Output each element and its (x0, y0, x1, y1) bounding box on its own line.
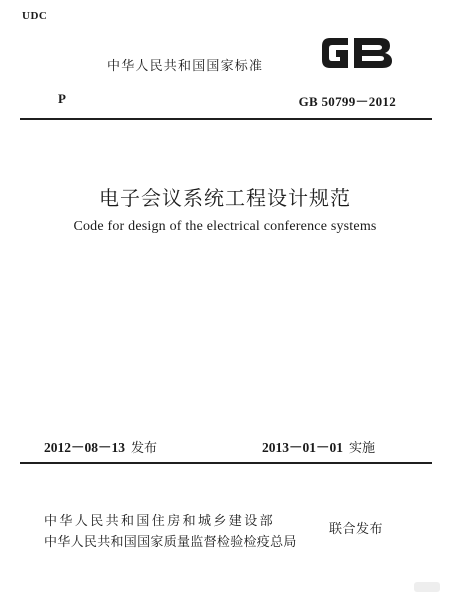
top-divider (20, 118, 432, 120)
implementation-date: 2013－01－01 (262, 440, 343, 455)
publisher-ministry: 中华人民共和国住房和城乡建设部 (44, 514, 276, 529)
publisher-aqsiq: 中华人民共和国国家质量监督检验检疫总局 (44, 535, 297, 550)
national-standard-title: 中华人民共和国国家标准 (107, 59, 264, 74)
category-code: P (58, 91, 66, 106)
document-title-english: Code for design of the electrical conference systems (73, 219, 377, 234)
standard-number: GB 50799－2012 (298, 94, 396, 109)
joint-issue-label: 联合发布 (329, 522, 384, 537)
issue-label: 发布 (131, 441, 158, 456)
udc-label: UDC (22, 10, 48, 22)
document-title-chinese: 电子会议系统工程设计规范 (99, 186, 351, 210)
bottom-divider (20, 462, 432, 464)
gb-logo-icon (318, 30, 400, 76)
issue-date-line (44, 436, 157, 456)
implementation-date-line (262, 436, 375, 456)
watermark (414, 582, 440, 592)
implementation-label: 实施 (349, 441, 376, 456)
issue-date: 2012－08－13 (44, 440, 125, 455)
